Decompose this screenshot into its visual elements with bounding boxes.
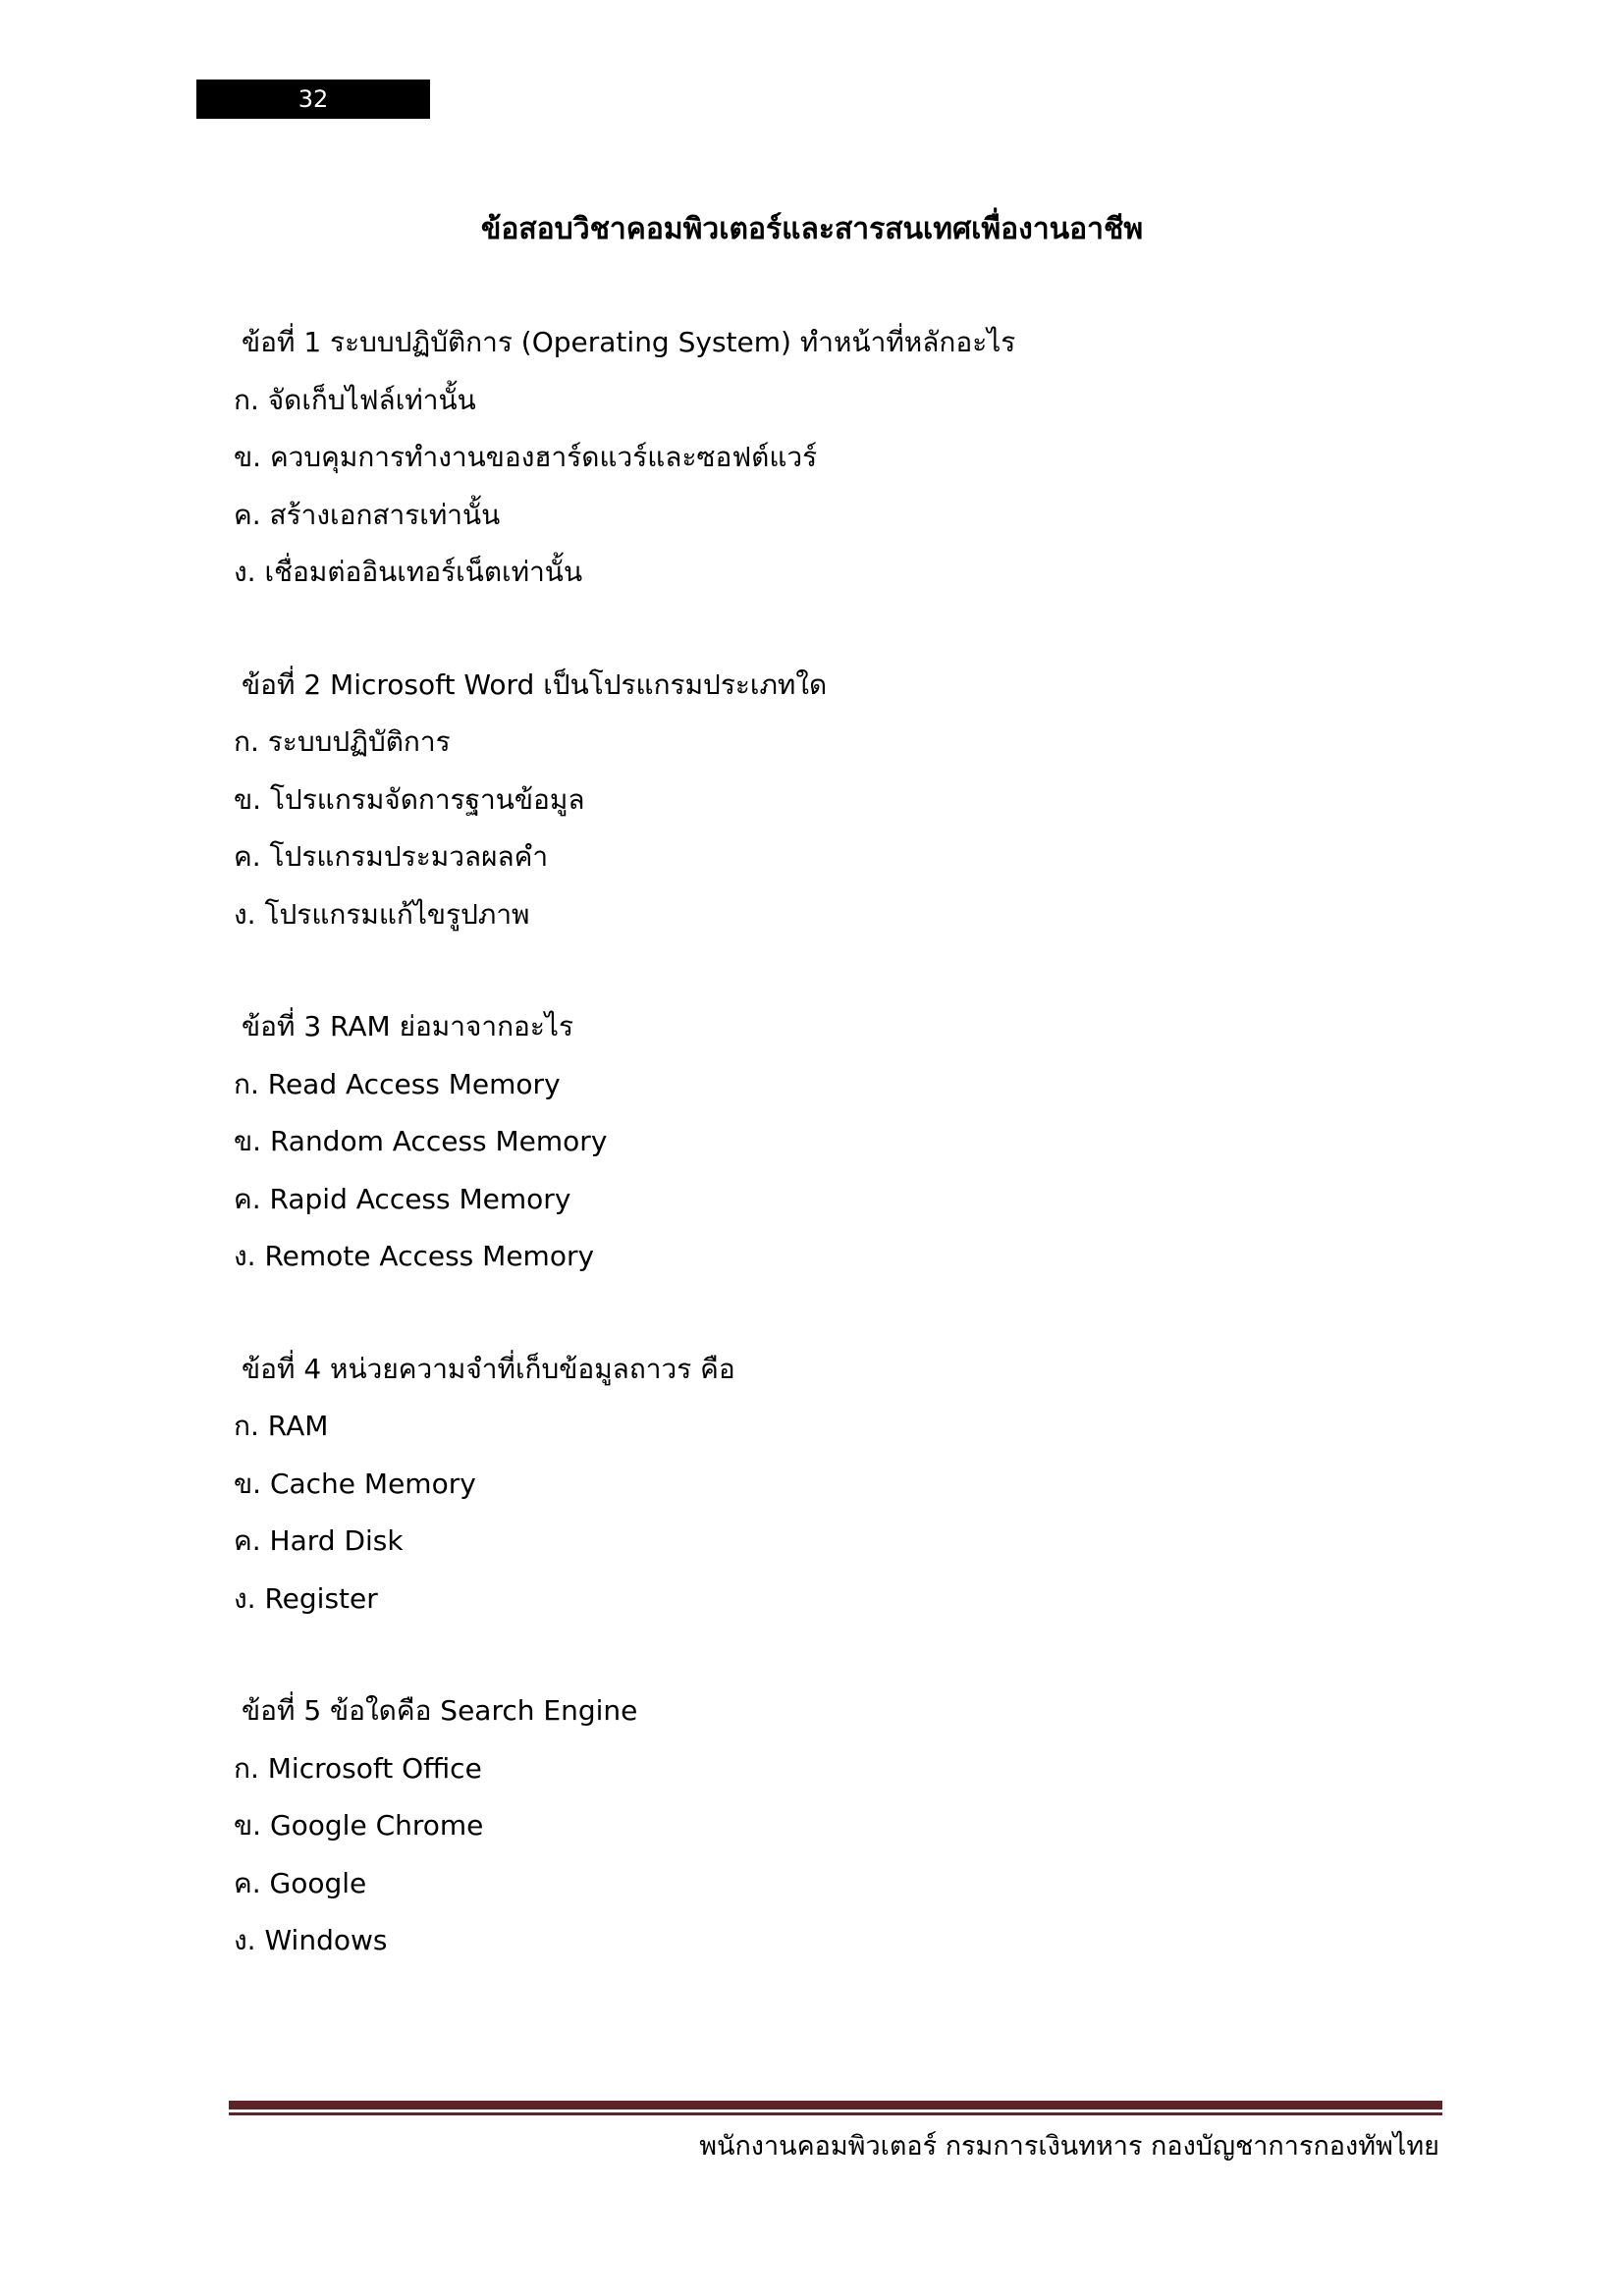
answer-option: ข. Random Access Memory (234, 1125, 608, 1157)
question-1 (234, 314, 1412, 602)
answer-option: ง. โปรแกรมแก้ไขรูปภาพ (234, 897, 530, 931)
answer-option: ง. เชื่อมต่ออินเทอร์เน็ตเท่านั้น (234, 556, 583, 588)
question-stem: ข้อที่ 1 ระบบปฏิบัติการ (Operating System) ทำหน้าที่หลักอะไร (242, 326, 1016, 358)
footer-divider-thin (229, 2112, 1442, 2115)
page-number-badge (196, 80, 430, 119)
answer-option: ง. Windows (234, 1924, 388, 1956)
question-2 (234, 657, 1412, 944)
question-5 (234, 1682, 1412, 1970)
answer-option: ค. โปรแกรมประมวลผลคำ (234, 840, 549, 873)
answer-option: ก. RAM (234, 1410, 329, 1442)
answer-option: ค. Rapid Access Memory (234, 1182, 571, 1215)
footer-divider-thick (229, 2101, 1442, 2109)
question-stem: ข้อที่ 5 ข้อใดคือ Search Engine (242, 1694, 638, 1727)
answer-option: ข. ควบคุมการทำงานของฮาร์ดแวร์และซอฟต์แวร์ (234, 441, 818, 473)
answer-option: ข. Cache Memory (234, 1467, 476, 1500)
page-number: 32 (298, 85, 329, 113)
document-title: ข้อสอบวิชาคอมพิวเตอร์และสารสนเทศเพื่องานอาชีพ (480, 212, 1144, 246)
question-stem: ข้อที่ 3 RAM ย่อมาจากอะไร (242, 1010, 574, 1042)
answer-option: ข. โปรแกรมจัดการฐานข้อมูล (234, 782, 585, 816)
answer-option: ง. Remote Access Memory (234, 1240, 595, 1272)
answer-option: ง. Register (234, 1581, 378, 1615)
question-list (234, 314, 1412, 2025)
question-3 (234, 998, 1412, 1286)
answer-option: ค. Google (234, 1866, 367, 1899)
question-4 (234, 1341, 1412, 1629)
answer-option: ก. ระบบปฏิบัติการ (234, 725, 451, 758)
answer-option: ก. จัดเก็บไฟล์เท่านั้น (234, 383, 476, 416)
answer-option: ค. สร้างเอกสารเท่านั้น (234, 498, 501, 531)
footer-organization: พนักงานคอมพิวเตอร์ กรมการเงินทหาร กองบัญชาการกองทัพไทย (699, 2131, 1439, 2162)
answer-option: ข. Google Chrome (234, 1809, 484, 1842)
answer-option: ค. Hard Disk (234, 1524, 404, 1557)
answer-option: ก. Microsoft Office (234, 1751, 482, 1785)
answer-option: ก. Read Access Memory (234, 1067, 561, 1100)
question-stem: ข้อที่ 2 Microsoft Word เป็นโปรแกรมประเภทใด (242, 667, 828, 701)
question-stem: ข้อที่ 4 หน่วยความจำที่เก็บข้อมูลถาวร คือ (242, 1352, 735, 1385)
